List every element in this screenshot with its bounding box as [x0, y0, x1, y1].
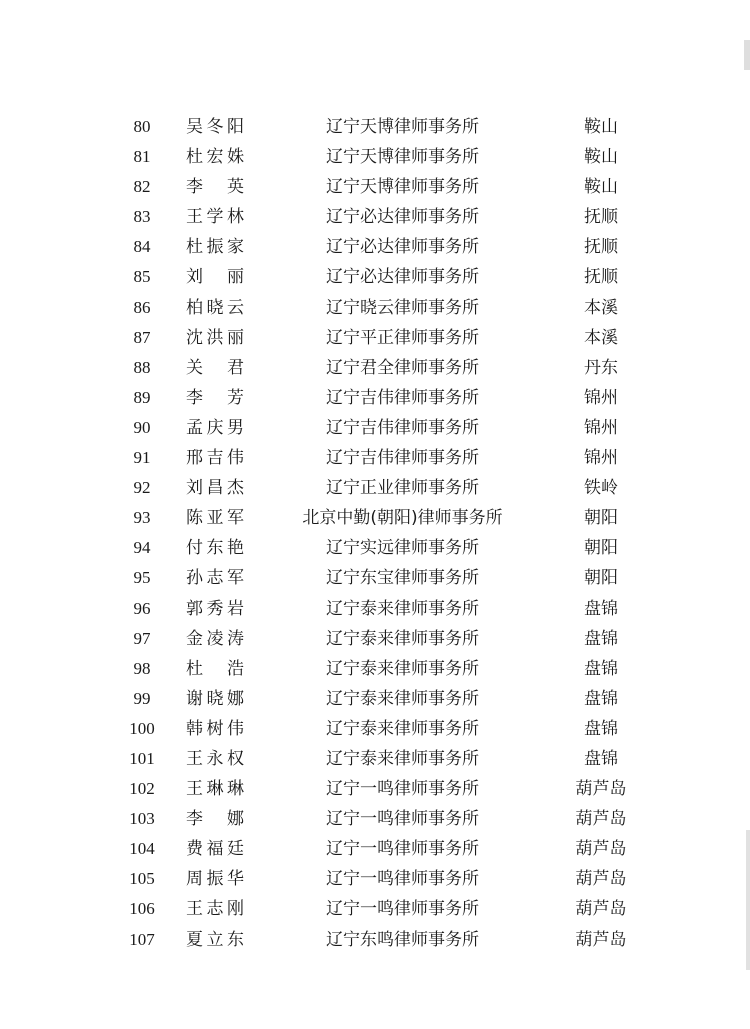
- city-name: 锦州: [584, 387, 618, 408]
- law-firm-name: 辽宁东宝律师事务所: [326, 568, 479, 589]
- city-name: 铁岭: [584, 478, 618, 499]
- lawyer-name: 夏立东: [186, 929, 244, 950]
- city-name: 丹东: [584, 357, 618, 378]
- roster-row: [0, 202, 750, 232]
- lawyer-name: 王学林: [186, 207, 244, 228]
- lawyer-name: 李娜: [186, 809, 244, 830]
- roster-row: [0, 533, 750, 563]
- city-name: 盘锦: [584, 658, 618, 679]
- roster-row: [0, 293, 750, 323]
- city-name: 葫芦岛: [575, 929, 627, 950]
- row-number: 102: [129, 779, 155, 799]
- lawyer-name: 金凌涛: [186, 628, 244, 649]
- roster-row: [0, 172, 750, 202]
- law-firm-name: 辽宁一鸣律师事务所: [326, 809, 479, 830]
- row-number: 99: [133, 688, 151, 708]
- city-name: 盘锦: [584, 718, 618, 739]
- row-number: 101: [129, 748, 155, 768]
- row-number: 85: [133, 267, 151, 287]
- law-firm-name: 辽宁泰来律师事务所: [326, 718, 479, 739]
- law-firm-name: 辽宁必达律师事务所: [326, 207, 479, 228]
- lawyer-name: 杜振家: [186, 237, 244, 258]
- city-name: 朝阳: [584, 568, 618, 589]
- law-firm-name: 辽宁一鸣律师事务所: [326, 869, 479, 890]
- row-number: 91: [133, 448, 151, 468]
- lawyer-name: 柏晓云: [186, 297, 244, 318]
- row-number: 100: [129, 718, 155, 738]
- roster-row: [0, 714, 750, 744]
- law-firm-name: 辽宁一鸣律师事务所: [326, 899, 479, 920]
- roster-row: [0, 503, 750, 533]
- roster-row: [0, 594, 750, 624]
- lawyer-name: 周振华: [186, 869, 244, 890]
- law-firm-name: 辽宁天博律师事务所: [326, 177, 479, 198]
- scan-artifact: [744, 40, 750, 70]
- roster-row: [0, 684, 750, 714]
- row-number: 94: [133, 538, 151, 558]
- law-firm-name: 辽宁天博律师事务所: [326, 117, 479, 137]
- roster-row: [0, 112, 750, 142]
- law-firm-name: 辽宁必达律师事务所: [326, 237, 479, 258]
- city-name: 葫芦岛: [575, 869, 627, 890]
- lawyer-name: 付东艳: [186, 538, 244, 559]
- lawyer-name: 孙志军: [186, 568, 244, 589]
- row-number: 103: [129, 809, 155, 829]
- roster-row: [0, 413, 750, 443]
- roster-row: [0, 624, 750, 654]
- lawyer-name: 刘昌杰: [186, 478, 244, 499]
- roster-row: [0, 443, 750, 473]
- law-firm-name: 辽宁正业律师事务所: [326, 478, 479, 499]
- lawyer-name: 沈洪丽: [186, 327, 244, 348]
- row-number: 96: [133, 598, 151, 618]
- city-name: 盘锦: [584, 688, 618, 709]
- law-firm-name: 辽宁实远律师事务所: [326, 538, 479, 559]
- lawyer-name: 韩树伟: [186, 718, 244, 739]
- roster-row: [0, 654, 750, 684]
- roster-row: [0, 864, 750, 894]
- row-number: 89: [133, 387, 151, 407]
- row-number: 106: [129, 899, 155, 919]
- law-firm-name: 辽宁吉伟律师事务所: [326, 417, 479, 438]
- city-name: 鞍山: [584, 117, 618, 137]
- row-number: 80: [133, 117, 151, 136]
- city-name: 锦州: [584, 448, 618, 469]
- city-name: 鞍山: [584, 177, 618, 198]
- row-number: 98: [133, 658, 151, 678]
- law-firm-name: 辽宁泰来律师事务所: [326, 748, 479, 769]
- city-name: 本溪: [584, 297, 618, 318]
- roster-row: [0, 262, 750, 292]
- law-firm-name: 辽宁泰来律师事务所: [326, 598, 479, 619]
- city-name: 鞍山: [584, 147, 618, 168]
- row-number: 84: [133, 237, 151, 257]
- city-name: 本溪: [584, 327, 618, 348]
- lawyer-name: 陈亚军: [186, 508, 244, 529]
- row-number: 92: [133, 478, 151, 498]
- lawyer-name: 杜浩: [186, 658, 244, 679]
- row-number: 90: [133, 417, 151, 437]
- row-number: 88: [133, 357, 151, 377]
- roster-row: [0, 834, 750, 864]
- law-firm-name: 北京中勤(朝阳)律师事务所: [302, 508, 503, 529]
- law-firm-name: 辽宁君全律师事务所: [326, 357, 479, 378]
- lawyer-name: 李英: [186, 177, 244, 198]
- row-number: 82: [133, 177, 151, 197]
- lawyer-name: 李芳: [186, 387, 244, 408]
- row-number: 95: [133, 568, 151, 588]
- law-firm-name: 辽宁泰来律师事务所: [326, 658, 479, 679]
- lawyer-name: 王琳琳: [186, 779, 244, 800]
- row-number: 81: [133, 147, 151, 167]
- roster-row: [0, 744, 750, 774]
- roster-row: [0, 894, 750, 924]
- city-name: 朝阳: [584, 508, 618, 529]
- lawyer-roster-list: [0, 112, 750, 955]
- city-name: 葫芦岛: [575, 809, 627, 830]
- roster-row: [0, 563, 750, 593]
- row-number: 83: [133, 207, 151, 227]
- lawyer-name: 郭秀岩: [186, 598, 244, 619]
- lawyer-name: 王永权: [186, 748, 244, 769]
- city-name: 葫芦岛: [575, 899, 627, 920]
- city-name: 朝阳: [584, 538, 618, 559]
- law-firm-name: 辽宁吉伟律师事务所: [326, 387, 479, 408]
- city-name: 抚顺: [584, 207, 618, 228]
- lawyer-name: 费福廷: [186, 839, 244, 860]
- roster-row: [0, 232, 750, 262]
- roster-row: [0, 925, 750, 955]
- lawyer-name: 关君: [186, 357, 244, 378]
- lawyer-name: 杜宏姝: [186, 147, 244, 168]
- law-firm-name: 辽宁天博律师事务所: [326, 147, 479, 168]
- row-number: 105: [129, 869, 155, 889]
- roster-row: [0, 383, 750, 413]
- lawyer-name: 谢晓娜: [186, 688, 244, 709]
- roster-row: [0, 323, 750, 353]
- city-name: 锦州: [584, 417, 618, 438]
- law-firm-name: 辽宁一鸣律师事务所: [326, 839, 479, 860]
- row-number: 87: [133, 327, 151, 347]
- city-name: 盘锦: [584, 598, 618, 619]
- lawyer-name: 刘丽: [186, 267, 244, 288]
- law-firm-name: 辽宁泰来律师事务所: [326, 688, 479, 709]
- row-number: 104: [129, 839, 155, 859]
- city-name: 葫芦岛: [575, 779, 627, 800]
- city-name: 抚顺: [584, 237, 618, 258]
- lawyer-name: 吴冬阳: [186, 117, 244, 137]
- city-name: 盘锦: [584, 628, 618, 649]
- row-number: 86: [133, 297, 151, 317]
- lawyer-name: 孟庆男: [186, 417, 244, 438]
- lawyer-name: 邢吉伟: [186, 448, 244, 469]
- law-firm-name: 辽宁东鸣律师事务所: [326, 929, 479, 950]
- law-firm-name: 辽宁吉伟律师事务所: [326, 448, 479, 469]
- law-firm-name: 辽宁一鸣律师事务所: [326, 779, 479, 800]
- row-number: 93: [133, 508, 151, 528]
- roster-row: [0, 142, 750, 172]
- law-firm-name: 辽宁平正律师事务所: [326, 327, 479, 348]
- city-name: 葫芦岛: [575, 839, 627, 860]
- roster-row: [0, 774, 750, 804]
- roster-row: [0, 353, 750, 383]
- row-number: 97: [133, 628, 151, 648]
- row-number: 107: [129, 929, 155, 949]
- lawyer-name: 王志刚: [186, 899, 244, 920]
- law-firm-name: 辽宁晓云律师事务所: [326, 297, 479, 318]
- roster-row: [0, 804, 750, 834]
- city-name: 盘锦: [584, 748, 618, 769]
- law-firm-name: 辽宁泰来律师事务所: [326, 628, 479, 649]
- law-firm-name: 辽宁必达律师事务所: [326, 267, 479, 288]
- roster-row: [0, 473, 750, 503]
- city-name: 抚顺: [584, 267, 618, 288]
